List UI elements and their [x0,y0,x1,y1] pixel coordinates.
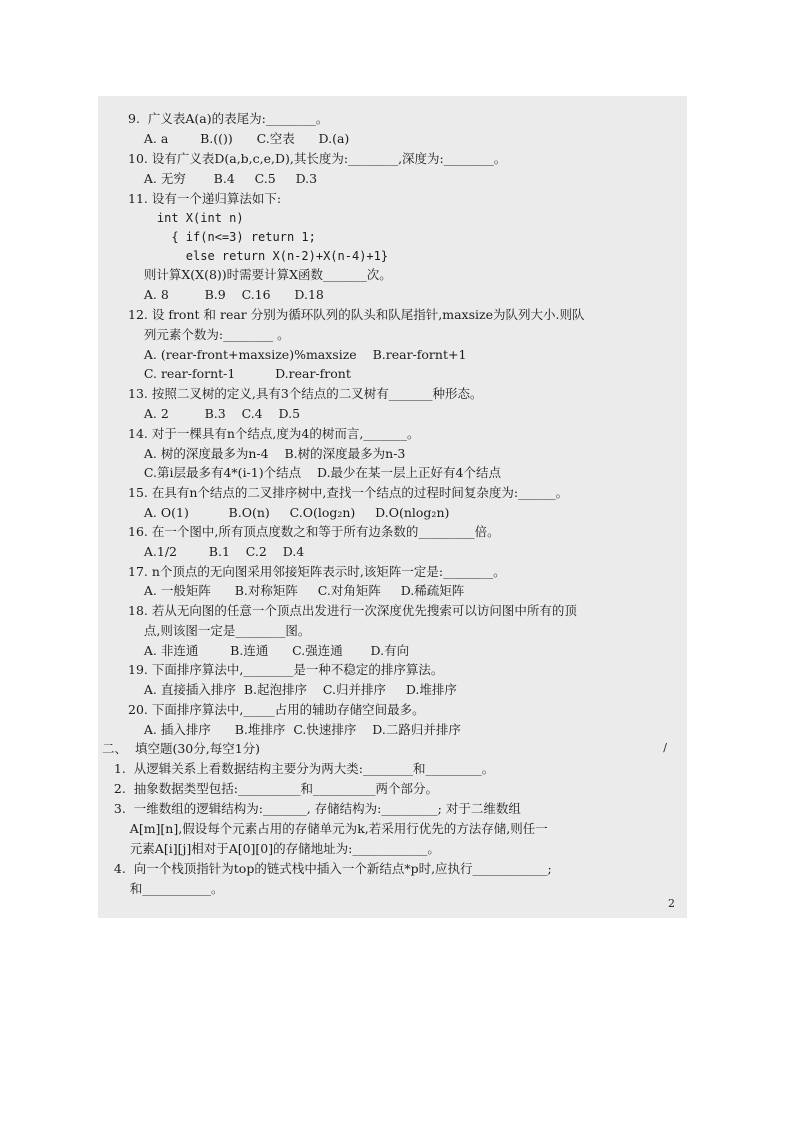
fill-question-1: 1. 从逻辑关系上看数据结构主要分为两大类:________和_________。 [98,761,495,776]
question-11-text: 则计算X(X(8))时需要计算X函数_______次。 [128,267,392,282]
question-12-options: A. (rear-front+maxsize)%maxsize B.rear-fornt+1 [128,347,467,362]
fill-question-4: 4. 向一个栈顶指针为top的链式栈中插入一个新结点*p时,应执行____________; [98,861,552,876]
question-13-options: A. 2 B.3 C.4 D.5 [128,406,301,421]
question-12-options: C. rear-fornt-1 D.rear-front [128,366,351,381]
question-19: 19. 下面排序算法中,________是一种不稳定的排序算法。 [128,662,444,677]
question-10: 10. 设有广义表D(a,b,c,e,D),其长度为:________,深度为:________。 [128,151,507,166]
question-16-options: A.1/2 B.1 C.2 D.4 [128,544,305,559]
question-20: 20. 下面排序算法中,_____占用的辅助存储空间最多。 [128,702,425,717]
code-line: else return X(n-2)+X(n-4)+1} [128,249,389,263]
question-18-options: A. 非连通 B.连通 C.强连通 D.有向 [128,643,410,658]
question-18: 18. 若从无向图的任意一个顶点出发进行一次深度优先搜索可以访问图中所有的顶 [128,603,577,618]
question-13: 13. 按照二叉树的定义,具有3个结点的二叉树有_______种形态。 [128,386,483,401]
question-14-options: A. 树的深度最多为n-4 B.树的深度最多为n-3 [128,446,406,461]
question-17: 17. n个顶点的无向图采用邻接矩阵表示时,该矩阵一定是:________。 [128,564,506,579]
fill-question-4-cont: 和___________。 [98,881,224,896]
code-line: { if(n<=3) return 1; [128,230,316,244]
question-11-options: A. 8 B.9 C.16 D.18 [128,287,324,302]
question-14-options: C.第i层最多有4*(i-1)个结点 D.最少在某一层上正好有4个结点 [128,465,502,480]
question-12: 12. 设 front 和 rear 分别为循环队列的队头和队尾指针,maxsize为队列大小.则队 [128,307,585,322]
question-18-cont: 点,则该图一定是________图。 [128,623,311,638]
fill-question-2: 2. 抽象数据类型包括:__________和__________两个部分。 [98,781,438,796]
question-20-options: A. 插入排序 B.堆排序 C.快速排序 D.二路归并排序 [128,722,461,737]
fill-question-3: 3. 一维数组的逻辑结构为:_______, 存储结构为:_________; 对于二维数组 [98,801,521,816]
code-line: int X(int n) [128,211,244,225]
question-10-options: A. 无穷 B.4 C.5 D.3 [128,171,318,186]
margin-mark: / [663,741,667,754]
scanned-page [98,96,687,918]
fill-question-3-cont: A[m][n],假设每个元素占用的存储单元为k,若采用行优先的方法存储,则任一 [98,821,548,836]
question-11: 11. 设有一个递归算法如下: [128,191,282,206]
question-9: 9. 广义表A(a)的表尾为:________。 [128,111,329,126]
question-15: 15. 在具有n个结点的二叉排序树中,查找一个结点的过程时间复杂度为:______。 [128,485,569,500]
question-16: 16. 在一个图中,所有顶点度数之和等于所有边条数的_________倍。 [128,524,500,539]
question-12-cont: 列元素个数为:________ 。 [128,327,290,342]
section-heading: 二、 填空题(30分,每空1分) [102,741,261,756]
fill-question-3-cont: 元素A[i][j]相对于A[0][0]的存储地址为:____________。 [98,841,440,856]
question-15-options: A. O(1) B.O(n) C.O(log₂n) D.O(nlog₂n) [128,505,450,520]
question-9-options: A. a B.(()) C.空表 D.(a) [128,131,350,146]
page-number: 2 [668,897,675,910]
question-14: 14. 对于一棵具有n个结点,度为4的树而言,_______。 [128,426,420,441]
question-19-options: A. 直接插入排序 B.起泡排序 C.归并排序 D.堆排序 [128,682,457,697]
question-17-options: A. 一般矩阵 B.对称矩阵 C.对角矩阵 D.稀疏矩阵 [128,583,465,598]
